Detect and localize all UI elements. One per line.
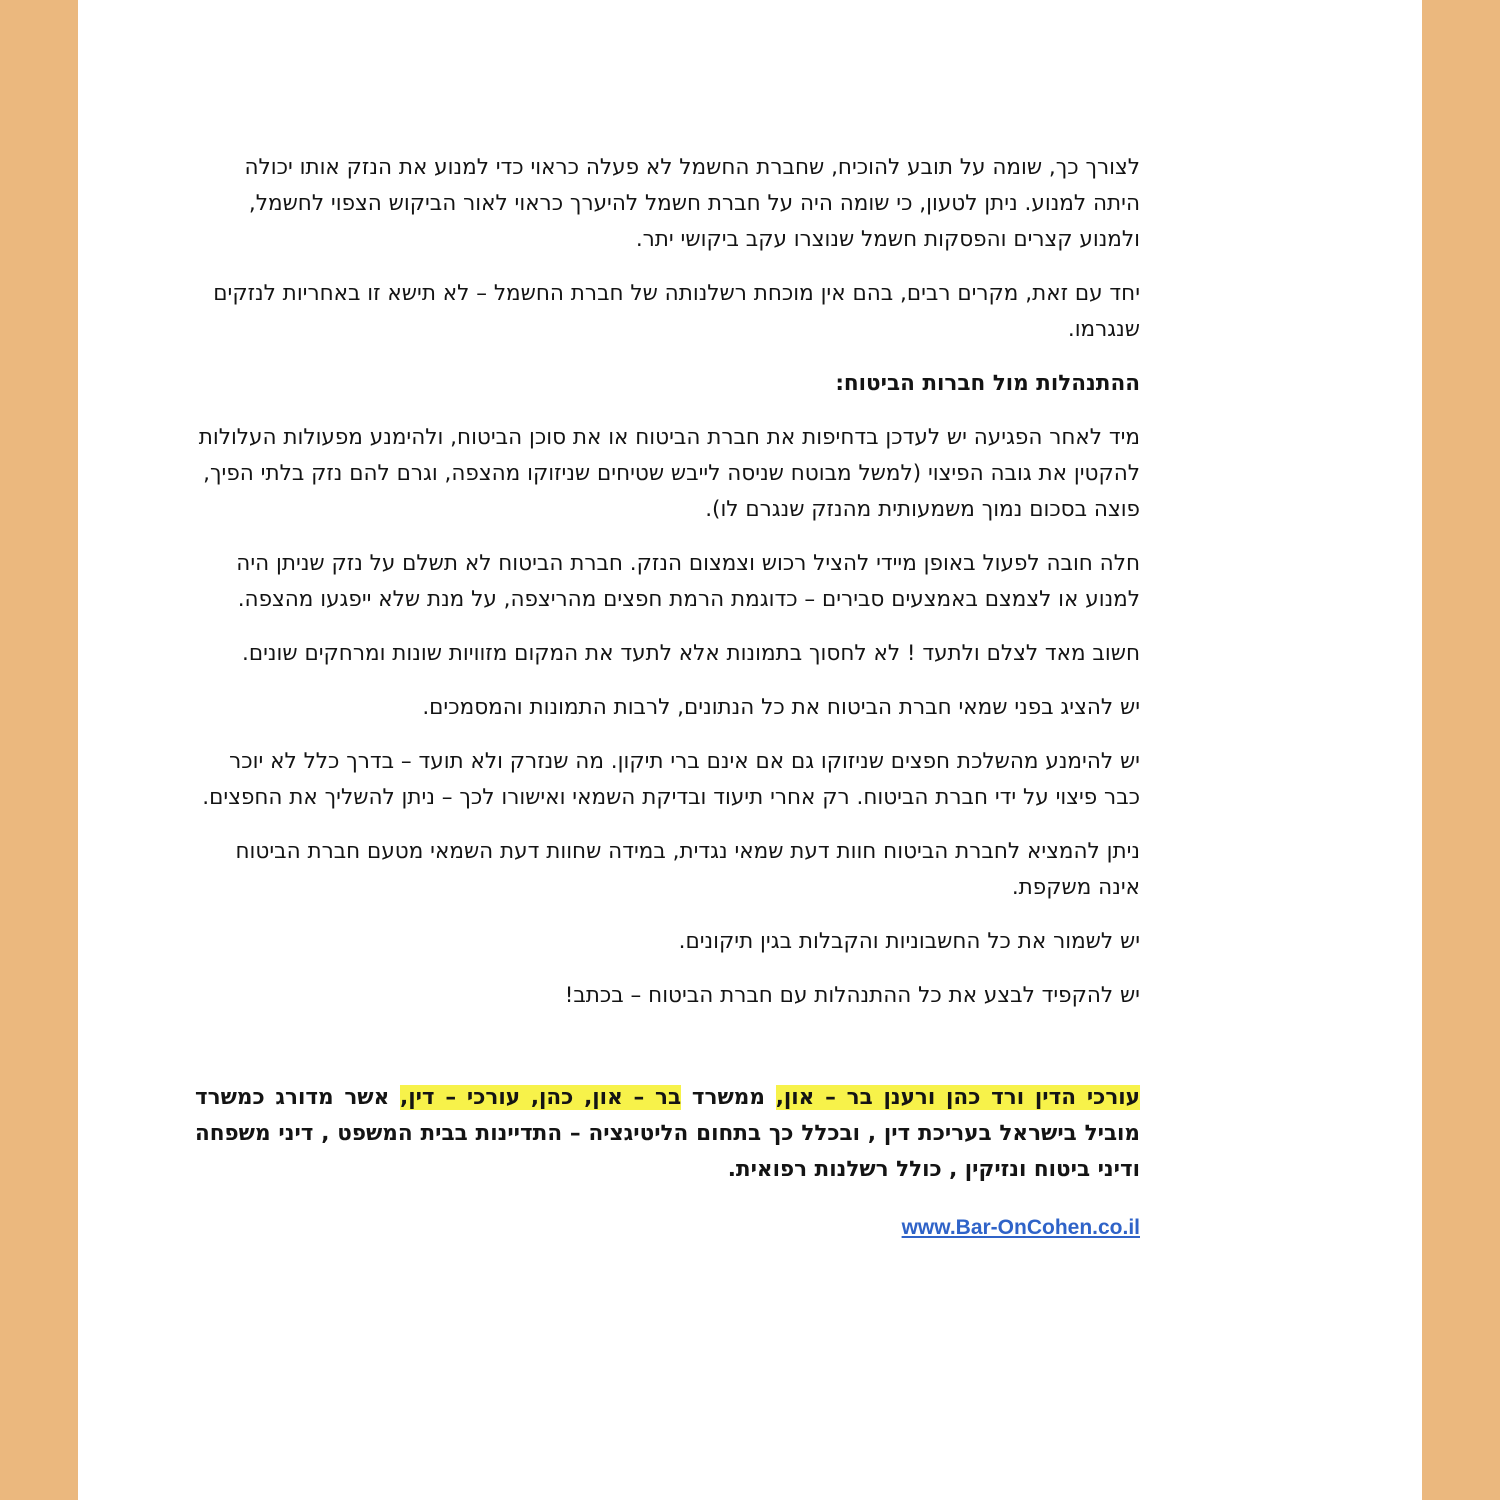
office-description-text: אשר מדורג כמשרד מוביל בישראל בעריכת דין , ובכלל כך בתחום הליטיגציה – התדיינות בבית המשפט , דיני משפחה ודיני ביטוח ונזיקין , כולל רשלנות רפואית. [195,1085,1140,1182]
document-page [78,0,1422,1500]
paragraph-do-not-discard: יש להימנע מהשלכת חפצים שניזוקו גם אם אינם ברי תיקון. מה שנזרק ולא תועד – בדרך כלל לא יוכר כבר פיצוי על ידי חברת הביטוח. רק אחרי תיעוד ובדיקת השמאי ואישורו לכך – ניתן להשליך את החפצים. [202,749,1140,810]
paragraph-notify-insurer: מיד לאחר הפגיעה יש לעדכן בדחיפות את חברת הביטוח או את סוכן הביטוח, ולהימנע מפעולות העלולות להקטין את גובה הפיצוי (למשל מבוטח שניסה לייבש שטיחים שניזוקו מהצפה, וגרם להם נזק בלתי הפיך, פוצה בסכום נמוך משמעותית מהנזק שנגרם לו). [198,425,1140,522]
office-name-highlight: בר – און, כהן, עורכי – דין, [400,1085,682,1110]
paragraph-keep-receipts: יש לשמור את כל החשבוניות והקבלות בגין תיקונים. [678,929,1140,954]
section-heading-insurance: ההתנהלות מול חברות הביטוח: [835,371,1140,396]
paragraph-counter-appraisal: ניתן להמציא לחברת הביטוח חוות דעת שמאי נגדית, במידה שחוות דעת השמאי מטעם חברת הביטוח אינה משקפת. [235,839,1140,900]
paragraph-power-company-proof: לצורך כך, שומה על תובע להוכיח, שחברת החשמל לא פעלה כראוי כדי למנוע את הנזק אותו יכולה היתה למנוע. ניתן לטעון, כי שומה היה על חברת חשמל להיערך כראוי לאור הביקוש הצפוי לחשמל, ולמנוע קצרים והפסקות חשמל שנוצרו עקב ביקושי יתר. [244,155,1140,252]
paragraph-mitigate-damage: חלה חובה לפעול באופן מיידי להציל רכוש וצמצום הנזק. חברת הביטוח לא תשלם על נזק שניתן היה למנוע או לצמצם באמצעים סבירים – כדוגמת הרמת חפצים מהריצפה, על מנת שלא ייפגעו מהצפה. [236,551,1140,612]
paragraph-in-writing: יש להקפיד לבצע את כל ההתנהלות עם חברת הביטוח – בכתב! [564,983,1140,1008]
lawyers-names-highlight: עורכי הדין ורד כהן ורענן בר – און, [775,1085,1140,1110]
from-office-text: ממשרד [681,1085,776,1110]
website-link-row [195,1210,1140,1246]
paragraph-photograph: חשוב מאד לצלם ולתעד ! לא לחסוך בתמונות אלא לתעד את המקום מזוויות שונות ומרחקים שונים. [242,641,1140,666]
website-link[interactable]: www.Bar-OnCohen.co.il [901,1215,1140,1239]
author-credit [195,1080,1140,1188]
paragraph-no-liability: יחד עם זאת, מקרים רבים, בהם אין מוכחת רשלנותה של חברת החשמל – לא תישא זו באחריות לנזקים שנגרמו. [213,281,1140,342]
paragraph-present-data: יש להציג בפני שמאי חברת הביטוח את כל הנתונים, לרבות התמונות והמסמכים. [422,695,1140,720]
document-body [195,150,1140,1246]
